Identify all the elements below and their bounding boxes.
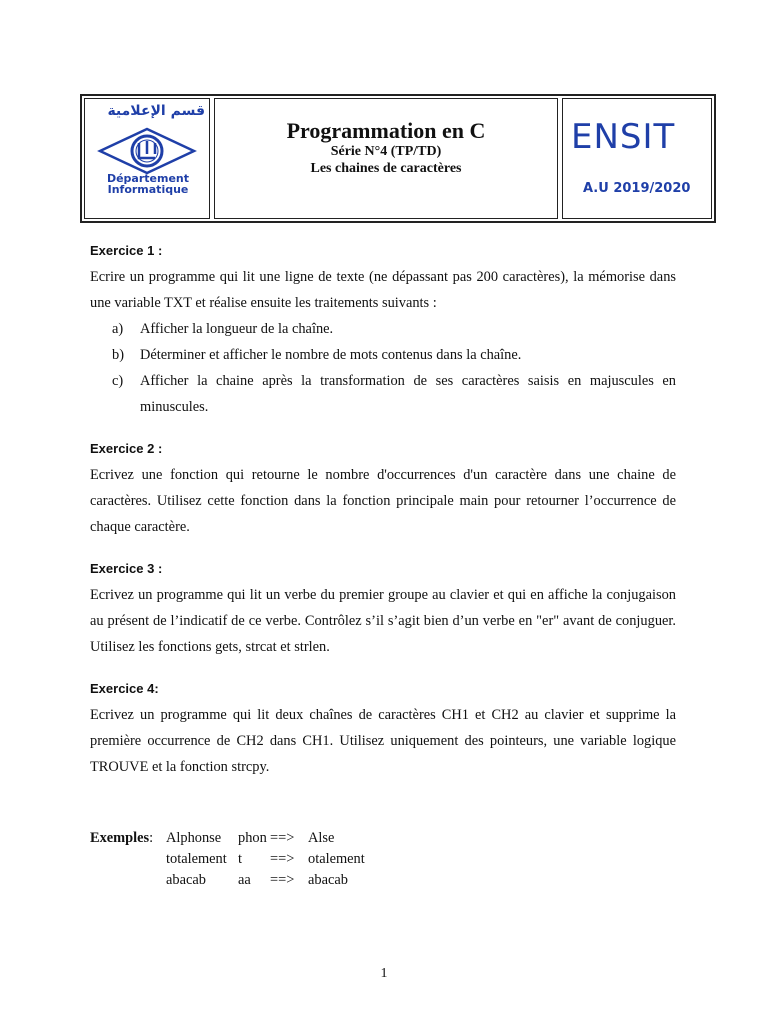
department-emblem-icon <box>97 127 197 175</box>
example-row: totalement t ==> otalement <box>166 851 365 867</box>
page-number: 1 <box>380 966 388 981</box>
school-cell <box>562 98 712 219</box>
academic-year: A.U 2019/2020 <box>583 181 691 196</box>
logo-arabic-text: قسم الإعلامية <box>107 103 205 119</box>
exercise-text: Ecrire un programme qui lit une ligne de texte (ne dépassant pas 200 caractères), la mémorise dans une variable TXT et réalise ensuite les traitements suivants : <box>90 269 676 311</box>
example-row: Exemples: Alphonse phon ==> Alse <box>90 828 365 849</box>
topic-label: Les chaines de caractères <box>310 161 462 176</box>
school-name: ENSIT <box>571 117 676 157</box>
exercise-task-list <box>90 316 676 420</box>
exercises-content <box>90 238 676 796</box>
examples-block <box>90 828 365 891</box>
examples-label: Exemples: <box>90 830 154 846</box>
exercise-title: Exercice 2 : <box>90 441 163 456</box>
serie-label: Série N°4 (TP/TD) <box>330 144 442 159</box>
exercise-title: Exercice 1 : <box>90 243 163 258</box>
exercise-4 <box>90 676 676 780</box>
list-item: a) Afficher la longueur de la chaîne. <box>112 321 334 337</box>
header-table <box>80 94 716 223</box>
exercise-text: Ecrivez un programme qui lit deux chaînes de caractères CH1 et CH2 au clavier et supprime la première occurrence de CH2 dans CH1. Utilisez uniquement des pointeurs, une variable logique TROUVE et la fonction strcpy. <box>90 707 676 775</box>
department-logo <box>84 98 210 219</box>
exercise-text: Ecrivez un programme qui lit un verbe du premier groupe au clavier et qui en affiche la conjugaison au présent de l’indicatif de ce verbe. Contrôlez s’il s’agit bien d’un verbe en "er" avant de conjuguer. Utilisez les fonctions gets, strcat et strlen. <box>90 587 676 655</box>
example-row: abacab aa ==> abacab <box>166 872 348 888</box>
exercise-title: Exercice 4: <box>90 681 159 696</box>
list-item: b) Déterminer et afficher le nombre de mots contenus dans la chaîne. <box>112 347 522 363</box>
list-item: c) Afficher la chaine après la transformation de ses caractères saisis en majuscules en minuscules. <box>112 373 676 415</box>
exercise-1 <box>90 238 676 420</box>
logo-department-text: Département Informatique <box>106 172 190 196</box>
exercise-2 <box>90 436 676 540</box>
course-title: Programmation en C <box>286 118 486 143</box>
exercise-3 <box>90 556 676 660</box>
title-cell <box>214 98 558 219</box>
exercise-text: Ecrivez une fonction qui retourne le nombre d'occurrences d'un caractère dans une chaine de caractères. Utilisez cette fonction dans la fonction principale main pour retourner l’occurrence de chaque caractère. <box>90 467 676 535</box>
exercise-title: Exercice 3 : <box>90 561 163 576</box>
